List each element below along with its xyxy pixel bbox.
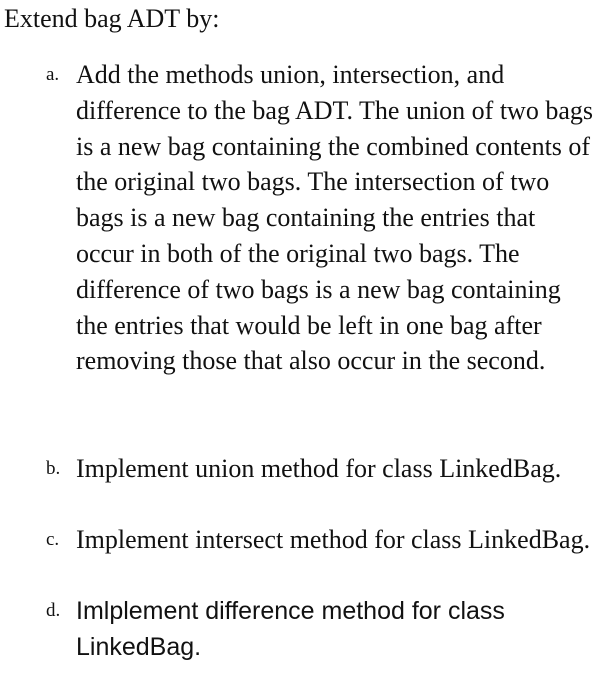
- list-marker-a: a.: [46, 64, 60, 85]
- list-text-b: Implement union method for class LinkedBag.: [76, 454, 562, 483]
- list-text-a: Add the methods union, intersection, and difference to the bag ADT. The union of two bags is a new bag containing the combined contents of the original two bags. The intersection of two bags is a new bag containing the entries that occur in both of the original two bags. The difference of two bags is a new bag containing the entries that would be left in one bag after removing those that also occur in the second.: [76, 60, 593, 376]
- list-marker-d: d.: [46, 600, 61, 621]
- list-marker-b: b.: [46, 458, 61, 479]
- list-text-c: Implement intersect method for class LinkedBag.: [76, 525, 591, 554]
- list-marker-c: c.: [46, 529, 60, 550]
- page-heading: Extend bag ADT by:: [4, 4, 220, 33]
- list-text-d: Imlplement difference method for class LinkedBag.: [76, 597, 505, 661]
